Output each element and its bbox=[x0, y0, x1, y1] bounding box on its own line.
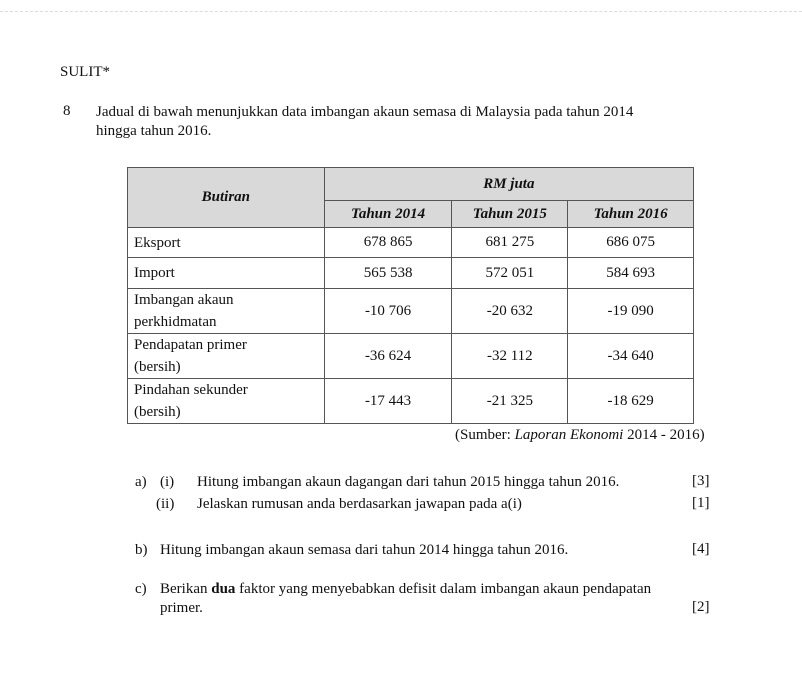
question-intro-line2: hingga tahun 2016. bbox=[96, 123, 212, 139]
part-b-mark: [4] bbox=[692, 541, 710, 557]
source-suffix: 2014 - 2016) bbox=[623, 427, 705, 443]
cell-value: -10 706 bbox=[324, 289, 452, 334]
part-c-label: c) bbox=[135, 581, 147, 597]
row-label-line1: Import bbox=[134, 265, 175, 281]
year-header-2016: Tahun 2016 bbox=[568, 201, 694, 228]
row-label-line1: Pendapatan primer bbox=[134, 337, 247, 353]
part-a-i-mark: [3] bbox=[692, 473, 710, 489]
part-b-label: b) bbox=[135, 542, 148, 558]
cell-value: -17 443 bbox=[324, 379, 452, 424]
unit-header: RM juta bbox=[324, 168, 693, 201]
page-top-border bbox=[0, 11, 802, 12]
cell-value: 572 051 bbox=[452, 258, 568, 289]
row-label-line2: (bersih) bbox=[134, 404, 181, 420]
cell-value: -34 640 bbox=[568, 334, 694, 379]
row-label-line1: Pindahan sekunder bbox=[134, 382, 248, 398]
cell-value: -18 629 bbox=[568, 379, 694, 424]
part-a-i-text: Hitung imbangan akaun dagangan dari tahun 2015 hingga tahun 2016. bbox=[197, 474, 620, 490]
year-header-2015: Tahun 2015 bbox=[452, 201, 568, 228]
cell-value: -20 632 bbox=[452, 289, 568, 334]
row-label bbox=[128, 289, 325, 334]
table-row bbox=[128, 289, 694, 334]
part-a-ii-mark: [1] bbox=[692, 495, 710, 511]
part-c-text-line2: primer. bbox=[160, 600, 203, 616]
classification-label: SULIT* bbox=[60, 64, 110, 80]
part-c-text-pre: Berikan bbox=[160, 581, 212, 597]
table-row bbox=[128, 258, 694, 289]
source-title: Laporan Ekonomi bbox=[514, 427, 624, 443]
row-label-line1: Imbangan akaun bbox=[134, 292, 234, 308]
part-a-i-label: (i) bbox=[160, 474, 175, 490]
cell-value: -19 090 bbox=[568, 289, 694, 334]
row-label-line1: Eksport bbox=[134, 234, 181, 251]
part-a-ii-label: (ii) bbox=[156, 496, 175, 512]
question-number: 8 bbox=[63, 103, 71, 119]
cell-value: 565 538 bbox=[324, 258, 452, 289]
row-label bbox=[128, 228, 325, 258]
row-label bbox=[128, 258, 325, 289]
cell-value: -36 624 bbox=[324, 334, 452, 379]
row-label-line2: (bersih) bbox=[134, 359, 181, 375]
cell-value: 678 865 bbox=[324, 228, 452, 258]
current-account-table bbox=[127, 167, 694, 424]
part-a-label: a) bbox=[135, 474, 147, 490]
question-intro-line1: Jadual di bawah menunjukkan data imbangan akaun semasa di Malaysia pada tahun 2014 bbox=[96, 104, 634, 120]
cell-value: -32 112 bbox=[452, 334, 568, 379]
part-c-text-post: faktor yang menyebabkan defisit dalam imbangan akaun pendapatan bbox=[235, 581, 652, 597]
question-intro bbox=[96, 103, 736, 141]
row-label bbox=[128, 334, 325, 379]
table-row bbox=[128, 334, 694, 379]
part-c-text-bold: dua bbox=[211, 581, 236, 597]
cell-value: 681 275 bbox=[452, 228, 568, 258]
table-row bbox=[128, 379, 694, 424]
table-source bbox=[455, 427, 705, 444]
source-prefix: (Sumber: bbox=[455, 427, 515, 443]
cell-value: 584 693 bbox=[568, 258, 694, 289]
year-header-2014: Tahun 2014 bbox=[324, 201, 452, 228]
row-label bbox=[128, 379, 325, 424]
part-b-text: Hitung imbangan akaun semasa dari tahun 2014 hingga tahun 2016. bbox=[160, 542, 569, 558]
cell-value: -21 325 bbox=[452, 379, 568, 424]
row-label-line2: perkhidmatan bbox=[134, 314, 217, 330]
item-header: Butiran bbox=[128, 168, 325, 228]
table-row bbox=[128, 228, 694, 258]
cell-value: 686 075 bbox=[568, 228, 694, 258]
part-c-mark: [2] bbox=[692, 599, 710, 615]
part-a-ii-text: Jelaskan rumusan anda berdasarkan jawapan pada a(i) bbox=[197, 496, 522, 512]
part-c-text bbox=[160, 580, 720, 618]
